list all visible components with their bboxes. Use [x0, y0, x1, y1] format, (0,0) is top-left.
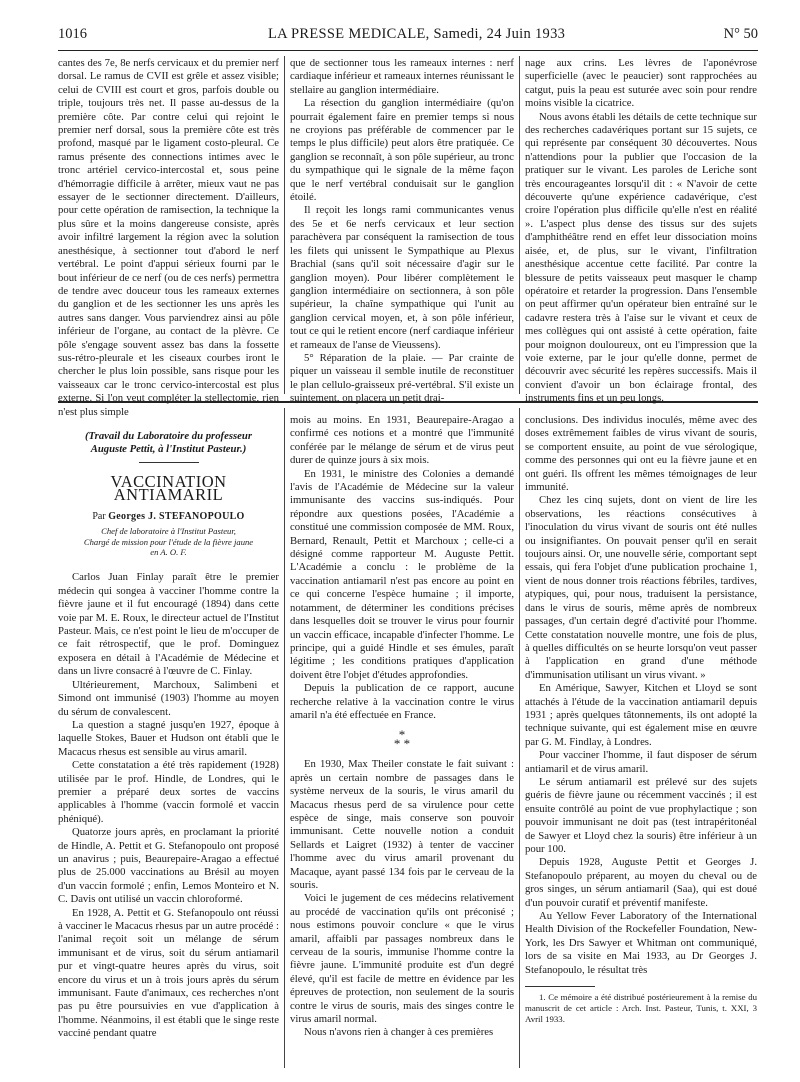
column-divider [284, 408, 285, 1068]
author-affiliation: Chef de laboratoire à l'Institut Pasteur, Chargé de mission pour l'étude de la fièvre jaune en A. O. F. [83, 526, 254, 558]
paragraph: nage aux crins. Les lèvres de l'aponévrose superficielle (avec le peaucier) sont rapprochées au catgut, puis la peau est suturée avec soin pour rendre moins visible la cicatrice. [525, 57, 757, 110]
paragraph: 5° Réparation de la plaie. — Par crainte de piquer un vaisseau il semble inutile de reconstituer le plan cellulo-graisseux pré-vertébral. S'il existe un suintement, on placera un petit drai- [290, 351, 514, 405]
paragraph: Chez les cinq sujets, dont on vient de lire les observations, les réactions consécutives à l'inoculation du virus vivant de souris ont été nulles ou insignifiantes. On pouvait penser qu'il en serait toujours ainsi. Or, une nouvelle série, comportant sept essais, qui fera l'objet d'une publication prochaine 1, vient de nous donner trois réactions fébriles, tardives, atypiques, qui, pour nous, traduisent la persistance, dans le virus de souris, même après de nombreux passages, d'un certain degré d'activité pour l'homme. Cette constatation nouvelle montre, une fois de plus, à quelles difficultés on se heurte lorsqu'on veut passer à l'application en grand d'une méthode d'immunisation utilisant un virus vivant. » [525, 494, 757, 681]
paragraph: En 1930, Max Theiler constate le fait suivant : après un certain nombre de passages dans le système nerveux de la souris, le virus amaril du Macacus rhesus perd de sa virulence pour cette espèce de singe, mais conserve son pouvoir immunisant. Cette nouvelle notion a conduit Sellards et Laigret (1932) à tenter de vacciner l'homme avec du virus amaril provenant du Macaque, ayant passé 134 fois par le cerveau de la souris. [290, 758, 514, 891]
paragraph: La question a stagné jusqu'en 1927, époque à laquelle Stokes, Bauer et Hudson ont établi que le Macacus rhesus est sensible au virus amaril. [58, 718, 279, 758]
article-column-3 [525, 414, 757, 1066]
paragraph: Nous avons établi les détails de cette technique sur des recherches cadavériques portant sur 15 sujets, ce qui représente par conséquent 30 découvertes. Nous n'attendions pour la publier que l'occasion de la pratiquer sur le vivant. Les paroles de Leriche sont très encourageantes lorsqu'il dit : « N'avoir de cette découverte qu'une expérience cadavérique, c'est croire l'opération plus difficile qu'elle n'est en réalité ». L'aspect plus dense des tissus sur des sujets d'amphithéâtre rend en effet leur dissociation moins aisée, et, de plus, sur le vivant, l'infiltration anesthésique accentue cette facilité. Par contre la blessure de petits vaisseaux peut masquer le champ opératoire et retarder la progression. Dans l'ensemble on peut affirmer qu'un opérateur bien entraîné sur le cadavre restera très à l'aise sur le vivant et ceux de mes collègues qui ont assisté à cette opération, faite pour moignon douloureux, ont eu l'impression que la voie externe, par le jour qu'elle donne, permet de découvrir avec sécurité les repères successifs. Mais il convient d'avoir un bon éclairage frontal, des instruments fins et un peu longs. [525, 110, 757, 405]
paragraph: que de sectionner tous les rameaux internes : nerf cardiaque inférieur et rameaux internes réunissant le stellaire au ganglion intermédiaire. [290, 57, 514, 96]
article-column-1 [58, 414, 279, 1066]
paragraph: mois au moins. En 1931, Beaurepaire-Aragao a confirmé ces notions et a montré que l'immunité conférée par le mélange de sérum et de virus peut durer de quinze jours à six mois. [290, 414, 514, 467]
section-rule [58, 401, 758, 403]
paragraph: Depuis 1928, Auguste Pettit et Georges J. Stefanopoulo préparent, au moyen du cheval ou de gros singes, un sérum antiamaril (Saa), qui est doué d'un pouvoir curatif et préventif manifeste. [525, 856, 757, 909]
top-column-1 [58, 57, 279, 418]
paragraph: Voici le jugement de ces médecins relativement au procédé de vaccination qu'ils ont préconisé ; nous estimons pouvoir conclure « que le virus amaril, affaibli par passages nombreux dans le cerveau de la souris, immunise l'homme contre la fièvre jaune. L'immunité produite est d'un degré élevé, qu'il est facile de mettre en évidence par les épreuves de protection, non seulement de la souris contre le virus de souris, mais des singes contre le virus amaril normal. [290, 892, 514, 1026]
article-column-2 [290, 414, 514, 1066]
paragraph: Nous n'avons rien à changer à ces premières [304, 1026, 494, 1039]
paragraph: conclusions. Des individus inoculés, même avec des doses extrêmement faibles de virus vivant de souris, se comportent ensuite, au point de vue sérologique, comme des personnes qui ont eu la fièvre jaune et en ont guéri. Ils offrent les mêmes témoignages de leur immunité. [525, 414, 757, 494]
section-stars: * * * [393, 727, 411, 752]
paragraph: En 1928, A. Pettit et G. Stefanopoulo ont réussi à vacciner le Macacus rhesus par un autre procédé : l'animal reçoit soit un mélange de sérum immunisant et de virus, soit du sérum antiamaril pur et vingt-quatre heures après du virus, soit encore du virus et un à trois jours après du sérum immunisant. Faute d'animaux, ces recherches n'ont pas pu être poursuivies en vue d'application à l'homme. Néanmoins, il est établi que le singe reste vacciné pendant quatre [58, 906, 279, 1040]
top-column-3 [525, 57, 757, 405]
paragraph: Cette constatation a été très rapidement (1928) utilisée par le prof. Hindle, de Londres, qui le premier a préparé deux sortes de vaccins applicables à l'homme (vaccin formolé et vaccin phéniqué). [58, 759, 279, 825]
journal-title: LA PRESSE MEDICALE, Samedi, 24 Juin 1933 [268, 26, 566, 42]
title-rule [139, 462, 199, 463]
paragraph: Le sérum antiamaril est prélevé sur des sujets guéris de fièvre jaune ou récemment vaccinés ; il est ensuite contrôlé au point de vue prophylactique ; son pouvoir immunisant ne doit pas (test intrapéritonéal de Sawyer et Lloyd chez la souris) être inférieur à un pour 100. [525, 775, 757, 855]
article-title: VACCINATION ANTIAMARIL [110, 472, 227, 505]
paragraph: La résection du ganglion intermédiaire (qu'on pourrait également faire en premier temps si nous ne croyions pas préférable de commencer par le temps le plus difficile) peut alors être pratiquée. Ce ganglion se reconnaît, à son pôle supérieur, au tronc du sympathique qui le signale de la même façon que le nerf vertébral conduisait sur le ganglion étoilé. [290, 97, 514, 204]
paragraph: Ultérieurement, Marchoux, Salimbeni et Simond ont immunisé (1903) l'homme au moyen du sérum de convalescent. [58, 678, 279, 718]
column-divider [284, 56, 285, 394]
paragraph: En 1931, le ministre des Colonies a demandé l'avis de l'Académie de Médecine sur la valeur immunisante des vaccins sus-indiqués. Pour répondre aux questions posées, l'Académie a constitué une commission composée de MM. Roux, Bernard, Renault, Pettit et Marchoux ; celle-ci a désigné comme rapporteur M. Auguste Pettit. L'Académie a conclu : le problème de la vaccination antiamaril n'est pas encore au point en ce qui concerne l'espèce humaine ; il importe, notamment, de déterminer les conditions précises dans lesquelles doit se trouver le virus pour fournir un vaccin efficace, incapable d'infecter l'homme. Le principe, qui a guidé Hindle et ses émules, paraît légitime ; les conditions pratiques d'application doivent être l'objet d'études approfondies. [290, 467, 514, 681]
paragraph: Quatorze jours après, en proclamant la priorité de Hindle, A. Pettit et G. Stefanopoulo ont proposé un anavirus ; puis, Beaurepaire-Aragao a effectué plus de 25.000 vaccinations au Brésil au moyen d'un vaccin formolé ; enfin, Lemos Monteiro et N. C. Davis ont utilisé un vaccin chloroformé. [58, 826, 279, 906]
column-divider [519, 408, 520, 1068]
footnote-rule [525, 986, 595, 987]
header-rule [58, 50, 758, 51]
paragraph: cantes des 7e, 8e nerfs cervicaux et du premier nerf dorsal. Le ramus de CVII est grêle et assez visible; celui de CVIII est court et gros, parfois double ou triple, toujours très net. Il passe au-dessus de la première côte. Par contre celui qui rejoint le premier nerf dorsal, sous la première côte est très profond, masqué par le ligament costo-pleural. Ce ramus présente des connections intimes avec le tronc artériel cervico-intercostal et, sous peine d'hémorragie difficile à arrêter, mieux vaut ne pas essayer de le sectionner directement. D'ailleurs, pour cette opération de ramisection, la technique la plus sûre et la moins dangereuse consiste, après avoir infiltré largement la région avec la solution anesthésique, à sectionner tout d'abord le nerf vertébral. Le point d'appui sérieux fourni par le bout inférieur de ce nerf (ou de ces nerfs) permettra de tendre avec douceur tous les rameaux externes du ganglion et de les sectionner les uns après les autres sans danger. Vous parviendrez ainsi au pôle inférieur de l'organe, au contact de la plèvre. Ce pôle s'engage souvent assez bas dans la fossette sus-rétro-pleurale et les ciseaux courbes iront le chercher le plus loin possible, sans risque pour les vaisseaux car le tronc cervico-intercostal est plus externe. Si l'on veut compléter la stellectomie, rien n'est plus simple [58, 57, 279, 418]
paragraph: Carlos Juan Finlay paraît être le premier médecin qui songea à vacciner l'homme contre la fièvre jaune et il fut encouragé (1894) dans cette voie par M. E. Roux, le directeur actuel de l'Institut Pasteur. Mais, ce n'est point le lieu de m'occuper de ce fait rétrospectif, que le prof. Dominguez exposera en détail à l'Académie de Médecine et dans un livre consacré à l'œuvre de C. Finlay. [58, 571, 279, 678]
paragraph: Il reçoit les longs rami communicantes venus des 5e et 6e nerfs cervicaux et leur section parachèvera par conséquent la ramisection de tous les filets qui unissent le Sympathique au Plexus Brachial (sans qu'il soit nécessaire d'agir sur le ganglion moyen). Pour libérer complètement le ganglion intermédiaire on sectionnera, à son pôle supérieur, la chaîne sympathique qui l'unit au ganglion cervical moyen, et, à son pôle inférieur, tout ce qui le retient encore (nerf cardiaque inférieur et rameaux de l'anse de Vieussens). [290, 204, 514, 351]
top-column-2 [290, 57, 514, 405]
page-header [58, 26, 758, 46]
author-name: Georges J. STEFANOPOULO [108, 510, 245, 522]
paragraph: Pour vacciner l'homme, il faut disposer de sérum antiamaril et de virus amaril. [525, 749, 757, 775]
paragraph: Au Yellow Fever Laboratory of the International Health Division of the Rockefeller Foundation, New-York, les Drs Sawyer et Whitman ont communiqué, lors de sa visite en Mai 1933, au Dr Georges J. Stefanopoulo, le résultat très [525, 910, 757, 976]
footnote: 1. Ce mémoire a été distribué postérieurement à la remise du manuscrit de cet article : Arch. Inst. Pasteur, Tunis, t. XXI, 3 Avril 1933. [525, 992, 757, 1025]
column-divider [519, 56, 520, 394]
byline: Par Georges J. STEFANOPOULO [92, 510, 245, 522]
lab-credit: (Travail du Laboratoire du professeur Auguste Pettit, à l'Institut Pasteur.) [84, 430, 253, 455]
paragraph: En Amérique, Sawyer, Kitchen et Lloyd se sont attachés à l'étude de la vaccination antiamaril depuis 1931 ; après quelques tâtonnements, ils ont adopté la technique suivante, qui est également mise en œuvre par G. M. Findlay, à Londres. [525, 682, 757, 748]
page-number: 1016 [58, 26, 87, 42]
paragraph: Depuis la publication de ce rapport, aucune recherche relative à la vaccination contre le virus amaril n'a été effectuée en France. [290, 682, 514, 721]
issue-number: N° 50 [723, 26, 758, 42]
